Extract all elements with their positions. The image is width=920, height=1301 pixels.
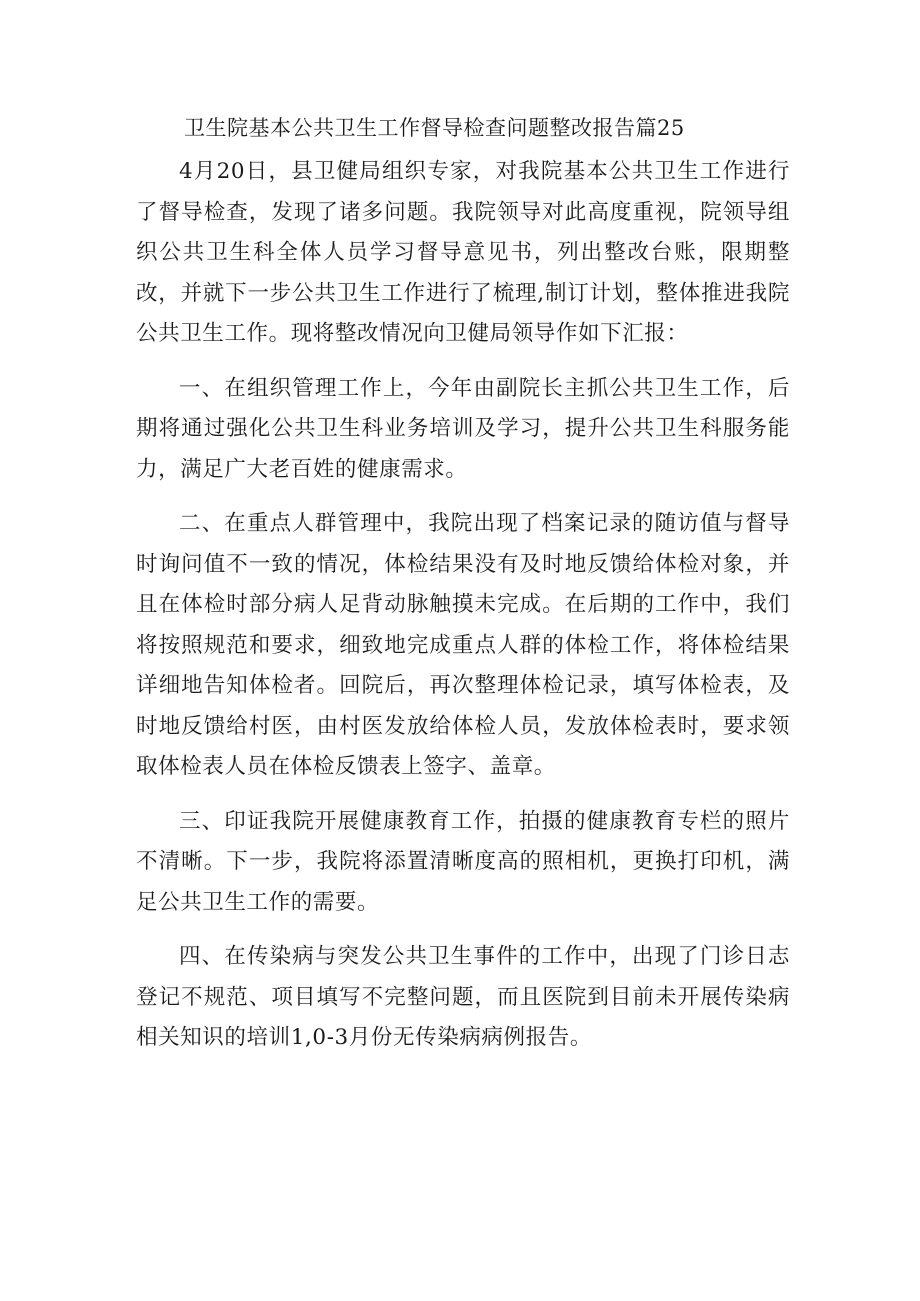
paragraph-intro: 4月20日，县卫健局组织专家，对我院基本公共卫生工作进行了督导检查，发现了诸多问题。我院领导对此高度重视，院领导组织公共卫生科全体人员学习督导意见书，列出整改台账，限期整改，并就下一步公共卫生工作进行了梳理,制订计划，整体推进我院公共卫生工作。现将整改情况向卫健局领导作如下汇报：	[136, 159, 790, 346]
paragraph-section-3: 三、印证我院开展健康教育工作，拍摄的健康教育专栏的照片不清晰。下一步，我院将添置清晰度高的照相机，更换打印机，满足公共卫生工作的需要。	[136, 808, 790, 915]
document-title: 卫生院基本公共卫生工作督导检查问题整改报告篇25	[184, 116, 685, 140]
paragraph-section-1: 一、在组织管理工作上，今年由副院长主抓公共卫生工作，后期将通过强化公共卫生科业务培训及学习，提升公共卫生科服务能力，满足广大老百姓的健康需求。	[136, 375, 790, 482]
paragraph-section-2: 二、在重点人群管理中，我院出现了档案记录的随访值与督导时询问值不一致的情况，体检结果没有及时地反馈给体检对象，并且在体检时部分病人足背动脉触摸未完成。在后期的工作中，我们将按照规范和要求，细致地完成重点人群的体检工作，将体检结果详细地告知体检者。回院后，再次整理体检记录，填写体检表，及时地反馈给村医，由村医发放给体检人员，发放体检表时，要求领取体检表人员在体检反馈表上签字、盖章。	[136, 511, 790, 779]
document-page	[136, 108, 790, 1073]
paragraph-section-4: 四、在传染病与突发公共卫生事件的工作中，出现了门诊日志登记不规范、项目填写不完整问题，而且医院到目前未开展传染病相关知识的培训1,0-3月份无传染病病例报告。	[136, 944, 790, 1050]
